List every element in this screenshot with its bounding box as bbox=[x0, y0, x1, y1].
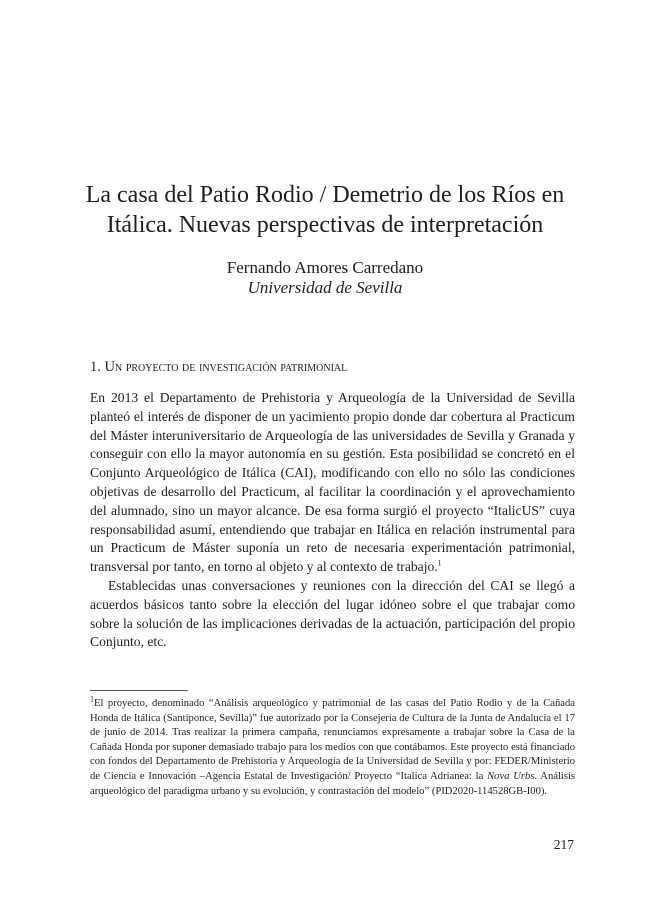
author-affiliation: Universidad de Sevilla bbox=[247, 278, 403, 297]
section-heading bbox=[90, 358, 570, 376]
section-title: Un proyecto de investigación patrimonial bbox=[104, 359, 348, 375]
footnote-italic-text: Nova Urbs bbox=[487, 770, 535, 782]
body-paragraph bbox=[90, 389, 575, 577]
footnote-marker: 1 bbox=[90, 694, 94, 704]
footnote bbox=[90, 694, 576, 799]
section-number: 1. bbox=[90, 359, 101, 375]
footnote-text: El proyecto, denominado “Análisis arqueológico y patrimonial de las casas del Patio Rodio y de la Cañada Honda de Itálica (Santiponce, Sevilla)” fue autorizado por la Consejería de Cultura de la Junta de Andalucía el 17 de junio de 2014. Tras realizar la primera campaña, renunciamos expresamente a trabajar sobre la Casa de la Cañada Honda por suponer demasiado trabajo para los medios con que contábamos. Este proyecto está financiado con fondos del Departamento de Prehistoria y Arqueología de la Universidad de Sevilla y por: FEDER/Ministerio de Ciencia e Innovación –Agencia Estatal de Investigación/ Proyecto “Italica Adrianea: la bbox=[90, 698, 575, 782]
body-text bbox=[90, 389, 575, 652]
body-paragraph: Establecidas unas conversaciones y reuniones con la dirección del CAI se llegó a acuerdos básicos tanto sobre la elección del lugar idóneo sobre el que trabajar como sobre la solución de las implicaciones derivadas de la actuación, participación del propio Conjunto, etc. bbox=[90, 577, 575, 650]
footnote-reference[interactable]: 1 bbox=[437, 558, 442, 568]
article-title: La casa del Patio Rodio / Demetrio de los Ríos en Itálica. Nuevas perspectivas de interpretación bbox=[85, 182, 565, 238]
page-number: 217 bbox=[553, 837, 574, 852]
footnote-divider bbox=[90, 690, 188, 691]
author-name: Fernando Amores Carredano bbox=[226, 258, 424, 277]
footnote-text-end: . Análisis arqueológico del paradigma urbano y su evolución, y contrastación del modelo” (PID2020-114528GB-I00). bbox=[90, 770, 576, 797]
paragraph-text: En 2013 el Departamento de Prehistoria y Arqueología de la Universidad de Sevilla planteó el interés de disponer de un yacimiento propio donde dar cobertura al Practicum del Máster interuniversitario de Arqueología de las universidades de Sevilla y Granada y conseguir con ello la mayor autonomía en su gestión. Esta posibilidad se concretó en el Conjunto Arqueológico de Itálica (CAI), modificando con ello no sólo las condiciones objetivas de desarrollo del Practicum, al facilitar la coordinación y el aprovechamiento del alumnado, sino un mayor alcance. De esa forma surgió el proyecto “ItalicUS” cuya responsabilidad asumí, entendiendo que trabajar en Itálica en relación instrumental para un Practicum de Máster suponía un reto de necesaria experimentación patrimonial, transversal por tanto, en torno al objeto y al contexto de trabajo. bbox=[90, 390, 575, 575]
